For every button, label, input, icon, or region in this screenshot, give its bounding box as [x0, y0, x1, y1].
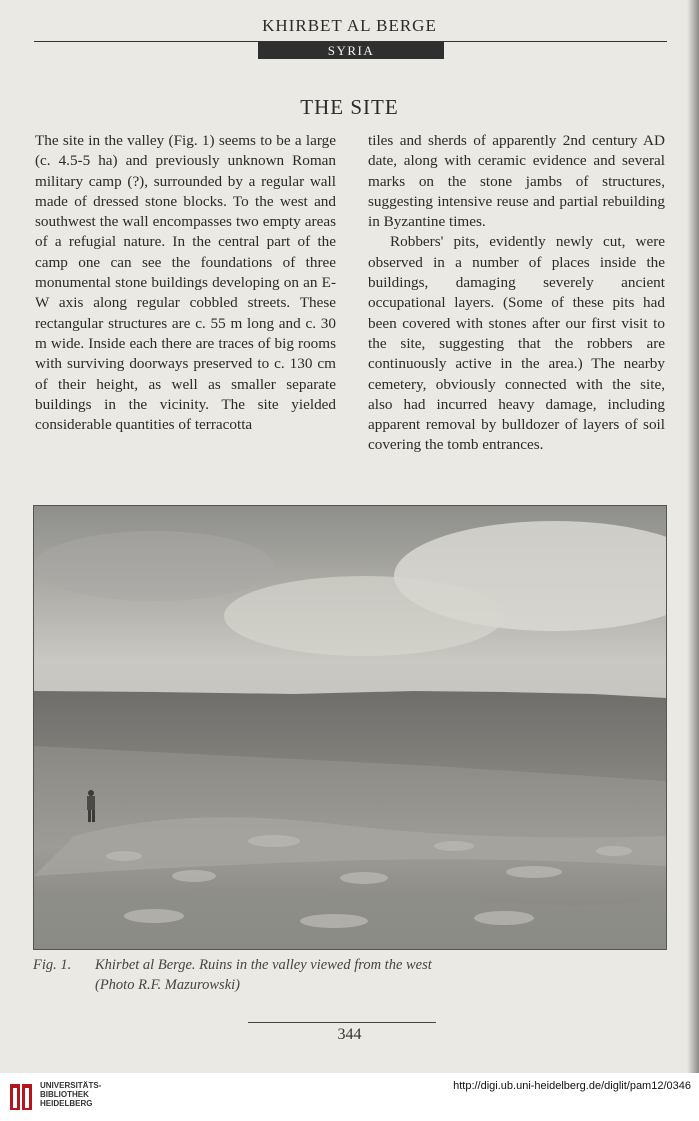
section-title: THE SITE	[300, 95, 399, 119]
right-paragraph-2: Robbers' pits, evidently newly cut, were observed in a number of places inside the buildings, damaging severely ancient occupational layers. (Some of these pits had been covered with stones after our first visit to the site, suggesting that the robbers are continuously active in the area.) The nearby cemetery, obviously connected with the site, also had incurred heavy damage, including apparent removal by bulldozer of layers of soil covering the tomb entrances.	[368, 233, 665, 454]
section-tag: SYRIA	[258, 42, 444, 59]
left-column	[35, 131, 336, 435]
page-number: 344	[337, 1026, 362, 1043]
running-head: KHIRBET AL BERGE	[262, 16, 437, 35]
page-edge-shadow	[687, 0, 699, 1073]
figure-label: Fig. 1.	[33, 957, 72, 973]
right-column	[368, 131, 665, 456]
library-logo-icon	[8, 1082, 36, 1112]
footer-rule	[248, 1022, 436, 1023]
figure-caption	[33, 955, 665, 995]
cloud	[34, 531, 274, 601]
left-paragraph-1: The site in the valley (Fig. 1) seems to be a large (c. 4.5-5 ha) and previously unknown Roman military camp (?), surrounded by a regular wall made of dressed stone blocks. To the west and southwest the wall encompasses two empty areas of a refugial nature. In the central part of the camp one can see the foundations of three monumental stone buildings developing on an E-W axis along regular cobbled streets. These rectangular structures are c. 55 m long and c. 30 m wide. Inside each there are traces of big rooms with surviving doorways preserved to c. 130 cm of their height, as well as smaller separate buildings in the vicinity. The site yielded considerable quantities of terracotta	[35, 132, 336, 434]
landscape-photo	[34, 506, 666, 949]
source-url-link[interactable]: http://digi.ub.uni-heidelberg.de/diglit/pam12/0346	[453, 1080, 691, 1092]
cloud	[224, 576, 504, 656]
caption-line-2: (Photo R.F. Mazurowski)	[95, 977, 240, 993]
figure-photo	[33, 505, 667, 950]
caption-line-1: Khirbet al Berge. Ruins in the valley viewed from the west	[95, 957, 432, 973]
library-name: UNIVERSITÄTS- BIBLIOTHEK HEIDELBERG	[40, 1081, 102, 1108]
right-paragraph-1: tiles and sherds of apparently 2nd century AD date, along with ceramic evidence and several marks on the stone jambs of structures, suggesting intensive reuse and partial rebuilding in Byzantine times.	[368, 132, 665, 231]
